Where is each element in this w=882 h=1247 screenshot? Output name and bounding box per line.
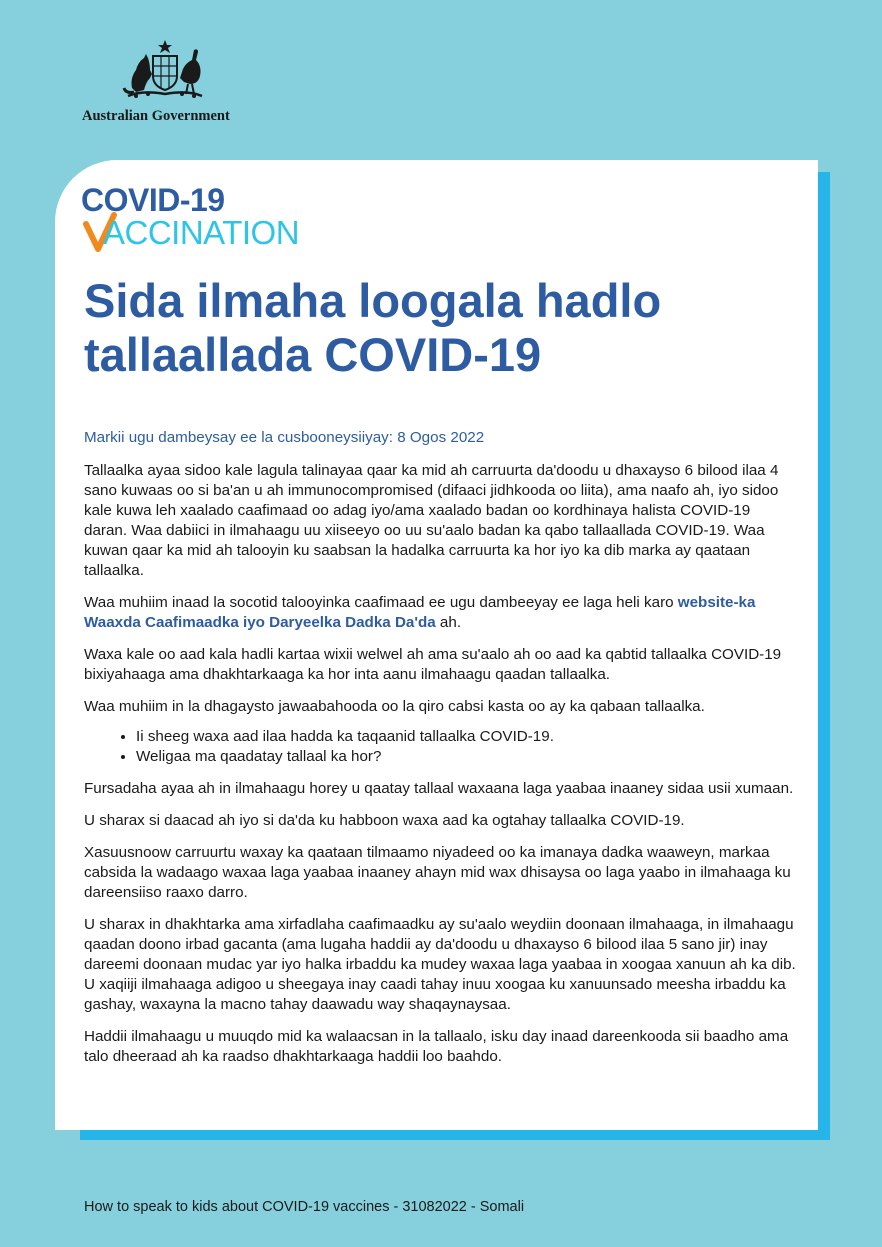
paragraph-2-text-after: ah. [435, 614, 462, 631]
page-title [84, 274, 804, 382]
paragraph-2-text-before: Waa muhiim inaad la socotid talooyinka caafimaad ee ugu dambeeyay ee laga heli karo [84, 594, 678, 611]
covid-vaccination-logo [81, 182, 321, 252]
department-website-link[interactable]: website-ka Waaxda Caafimaadka iyo Daryeelka Dadka Da'da [84, 594, 756, 631]
content-card [55, 160, 818, 1130]
list-item: • Weligaa ma qaadatay tallaal ka hor? [136, 747, 796, 767]
paragraph-5: Fursadaha ayaa ah in ilmahaagu horey u qaatay tallaal waxaana laga yaabaa inaaney sidaa usii xumaan. [84, 780, 794, 797]
paragraph-7: Xasuusnoow carruurtu waxay ka qaataan tilmaamo niyadeed oo ka imanaya dadka waaweyn, markaa cabsida la wadaago waxaa laga yaabaa inaaney ahayn mid wax dhisaysa oo laga yaabo in ilmahaaga ku dareensiiso raaxo darro. [84, 844, 791, 901]
last-updated-date: Markii ugu dambeysay ee la cusbooneysiiyay: 8 Ogos 2022 [84, 429, 485, 446]
paragraph-9: Haddii ilmahaagu u muuqdo mid ka walaacsan in la tallaalo, isku day inaad dareenkooda sii baadho ama talo dheeraad ah ka raadso dhakhtarkaaga haddii loo baahdo. [84, 1028, 789, 1065]
title-line1: Sida ilmaha loogala hadlo [84, 274, 662, 327]
government-name: Australian Government [82, 108, 230, 124]
list-item: • Ii sheeg waxa aad ilaa hadda ka taqaanid tallaalka COVID-19. [136, 727, 796, 747]
paragraph-8: U sharax in dhakhtarka ama xirfadlaha caafimaadku ay su'aalo weydiin doonaan ilmahaaga, in ilmahaagu qaadan doono irbad gacanta (ama lugaha haddii ay da'doodu u dhaxayso 6 bilood ilaa 5 sano jir) inay dareemi doonaan mudac yar iyo halka irbaddu ka mudey waxaa laga yaabaa in xoogaa xanuun ah ka dib. U xaqiiji ilmahaaga adigoo u sheegaya inay caadi tahay inuu xoogaa ku xanuunsado meesha irbaddu ka gashay, waxayna la macno tahay daawadu way shaqaynaysaa. [84, 916, 796, 1013]
paragraph-1: Tallaalka ayaa sidoo kale lagula talinayaa qaar ka mid ah carruurta da'doodu u dhaxayso 6 bilood ilaa 4 sano kuwaas oo si ba'an u ah immunocompromised (difaaci jidhkooda oo liita), ama naafo ah, iyo sidoo kale kuwa leh xaalado caafimaad oo adag iyo/ama xaalado badan oo kordhinaya halista COVID-19 daran. Waa dabiici in ilmahaagu uu xiiseeyo oo uu su'aalo badan ka qabo tallaallada COVID-19. Waa kuwan qaar ka mid ah talooyin ku saabsan la hadalka carruurta ka hor iyo ka dib marka ay qaataan tallaalka. [84, 462, 779, 579]
question-list [84, 727, 796, 767]
paragraph-2 [84, 593, 796, 633]
brand-line2: ACCINATION [103, 214, 300, 251]
title-line2: tallaallada COVID-19 [84, 328, 542, 381]
paragraph-3: Waxa kale oo aad kala hadli kartaa wixii welwel ah ama su'aalo ah oo aad ka qabtid tallaalka COVID-19 bixiyahaaga ama dhakhtarkaaga ka hor inta aanu ilmahaagu qaadan tallaalka. [84, 646, 782, 683]
paragraph-6: U sharax si daacad ah iyo si da'da ku habboon waxa aad ka ogtahay tallaalka COVID-19. [84, 812, 685, 829]
government-logo [82, 38, 247, 128]
document-body [84, 428, 796, 1079]
document-footer: How to speak to kids about COVID-19 vaccines - 31082022 - Somali [84, 1199, 525, 1215]
australian-coat-of-arms-icon [122, 38, 208, 100]
paragraph-4: Waa muhiim in la dhagaysto jawaabahooda oo la qiro cabsi kasta oo ay ka qabaan tallaalka. [84, 698, 705, 715]
brand-line1: COVID-19 [81, 182, 225, 218]
